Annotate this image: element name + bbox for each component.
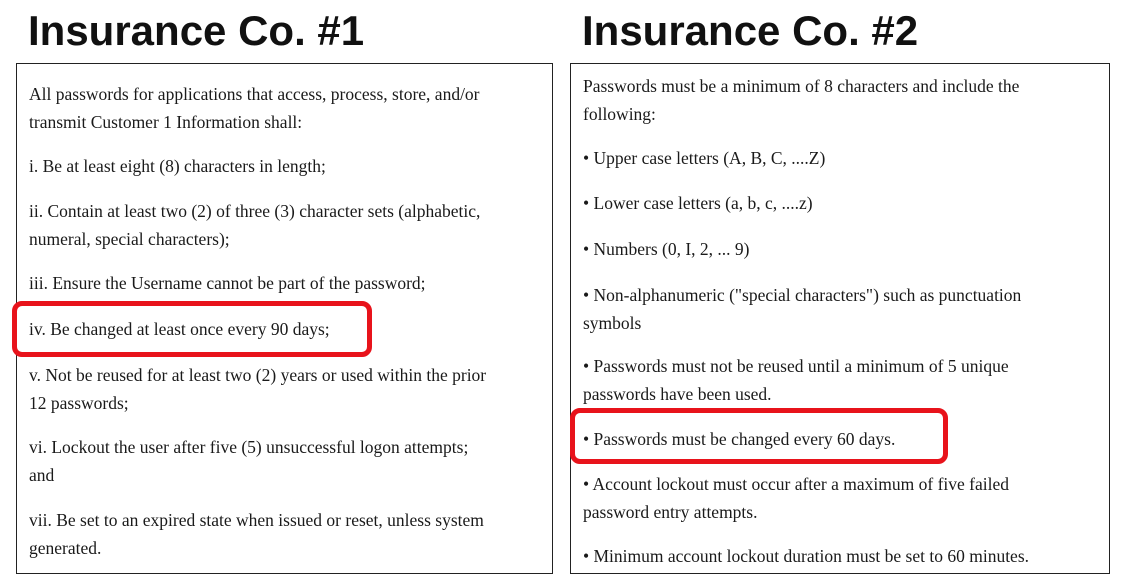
policy-bullet-lockout-duration: • Minimum account lockout duration must be set to 60 minutes. [583, 546, 1030, 566]
policy-bullet-change-60-days: • Passwords must be changed every 60 days. [583, 429, 896, 449]
policy-bullet-lockout: • Account lockout must occur after a maximum of five failed password entry attempts. [583, 474, 1009, 522]
policy-intro: Passwords must be a minimum of 8 characters and include the following: [583, 76, 1020, 124]
policy-item-ii: ii. Contain at least two (2) of three (3) character sets (alphabetic, numeral, special characters); [29, 201, 481, 249]
policy-item-i: i. Be at least eight (8) characters in length; [29, 156, 326, 176]
insurance-co-2-policy-box [570, 63, 1110, 574]
policy-item-vii: vii. Be set to an expired state when issued or reset, unless system generated. [29, 510, 484, 558]
policy-item-vi: vi. Lockout the user after five (5) unsuccessful logon attempts; and [29, 437, 469, 485]
insurance-co-1-policy-box [16, 63, 553, 574]
policy-bullet-numbers: • Numbers (0, I, 2, ... 9) [583, 239, 750, 259]
policy-item-iii: iii. Ensure the Username cannot be part of the password; [29, 273, 426, 293]
policy-bullet-reuse: • Passwords must not be reused until a minimum of 5 unique passwords have been used. [583, 356, 1009, 404]
policy-item-v: v. Not be reused for at least two (2) years or used within the prior 12 passwords; [29, 365, 487, 413]
policy-intro: All passwords for applications that access, process, store, and/or transmit Customer 1 Information shall: [29, 84, 480, 132]
policy-bullet-special-chars: • Non-alphanumeric ("special characters") such as punctuation symbols [583, 285, 1022, 333]
insurance-co-1-heading: Insurance Co. #1 [28, 7, 365, 54]
insurance-co-2-heading: Insurance Co. #2 [582, 7, 919, 54]
policy-item-iv: iv. Be changed at least once every 90 days; [29, 319, 330, 339]
policy-bullet-uppercase: • Upper case letters (A, B, C, ....Z) [583, 148, 826, 168]
policy-bullet-lowercase: • Lower case letters (a, b, c, ....z) [583, 193, 813, 213]
